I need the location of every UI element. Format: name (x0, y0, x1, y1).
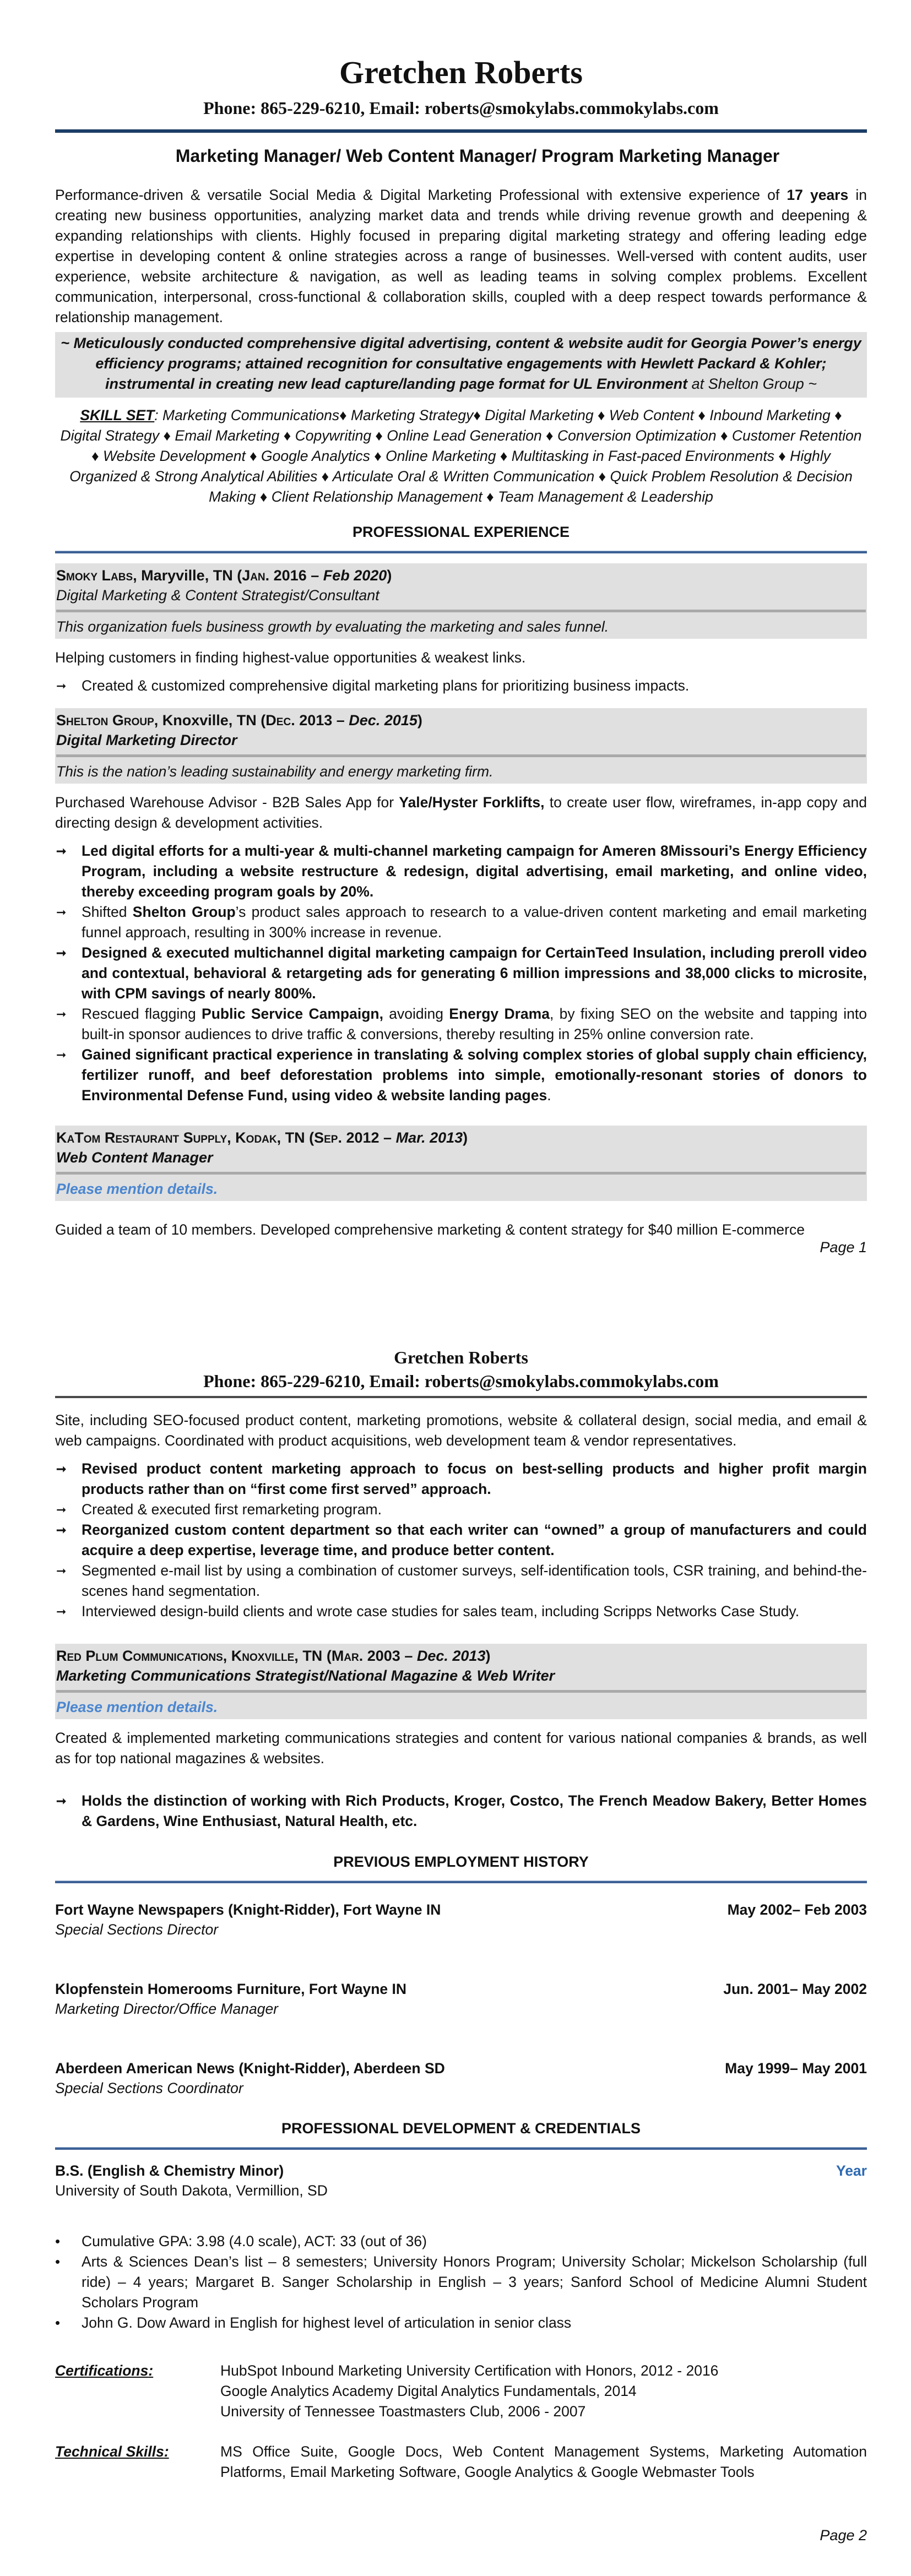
job-divider (56, 754, 866, 757)
job-company: Red Plum Communications, Knoxville, TN (Mar. 2003 – Dec. 2013) (56, 1648, 491, 1664)
certification-item: University of Tennessee Toastmasters Club, 2006 - 2007 (220, 2403, 586, 2420)
previous-job-company: Klopfenstein Homerooms Furniture, Fort Wayne IN (55, 1981, 407, 1997)
job-description-placeholder: Please mention details. (56, 1180, 218, 1197)
previous-job (55, 1900, 867, 1939)
certifications-label: Certifications (55, 2362, 149, 2379)
previous-job-header (55, 2058, 867, 2078)
header-divider (55, 129, 867, 133)
job-header-shelton-group (55, 708, 867, 784)
previous-job-header (55, 1900, 867, 1920)
skill-set-label: SKILL SET (80, 406, 155, 423)
previous-job (55, 1979, 867, 2019)
skill-set (55, 405, 867, 507)
list-item: ➞ Designed & executed multichannel digital marketing campaign for CertainTeed Insulation, including preroll video and contextual, behavioral & retargeting ads for generating 6 million impressions and 38,000 clicks to microsite, with CPM savings of nearly 800%. (55, 943, 867, 1004)
page-number: Page 2 (820, 2527, 867, 2544)
job-company: Shelton Group, Knoxville, TN (Dec. 2013 – Dec. 2015) (56, 711, 422, 729)
arrow-icon: ➞ (56, 1564, 67, 1578)
job-header-katom (55, 1126, 867, 1201)
previous-job-company: Fort Wayne Newspapers (Knight-Ridder), Fort Wayne IN (55, 1901, 441, 1918)
job-description-placeholder: Please mention details. (56, 1699, 218, 1715)
professional-summary: Performance-driven & versatile Social Media & Digital Marketing Professional with extensive experience of 17 years in creating new business opportunities, analyzing market data and trends while driving revenue growth and deepening & expanding relationships with clients. Highly focused in preparing digital marketing strategy and offering leading edge expertise in developing content & online strategies across a range of businesses. Well-versed with content audits, user experience, website architecture & navigation, as well as leading teams in solving complex problems. Excellent communication, interpersonal, cross-functional & collaboration skills, coupled with a deep respect towards performance & relationship management. (55, 186, 867, 325)
previous-job-dates: Jun. 2001– May 2002 (723, 1981, 867, 1997)
job-achievements (55, 841, 867, 1106)
contact-info: Phone: 865-229-6210, Email: roberts@smokylabs.commokylabs.com (203, 97, 719, 118)
technical-skills-label-wrap: Technical Skills: (55, 2443, 169, 2460)
section-divider (55, 1881, 867, 1883)
list-item: ➞ Created & customized comprehensive digital marketing plans for prioritizing business impacts. (55, 676, 867, 696)
candidate-name: Gretchen Roberts (394, 1347, 528, 1367)
bullet-icon: • (55, 2253, 61, 2270)
education-school: University of South Dakota, Vermillion, SD (55, 2182, 328, 2199)
technical-skills (55, 2442, 867, 2482)
arrow-icon: ➞ (56, 1047, 67, 1062)
job-divider (56, 610, 866, 612)
job-company: KaTom Restaurant Supply, Kodak, TN (Sep. 2012 – Mar. 2013) (56, 1129, 468, 1146)
previous-job-header (55, 1979, 867, 1999)
section-divider (55, 551, 867, 553)
list-item: ➞ Holds the distinction of working with Rich Products, Kroger, Costco, The French Meadow Bakery, Better Homes & Gardens, Wine Enthusiast, Natural Health, etc. (55, 1791, 867, 1832)
job-title: Marketing Communications Strategist/National Magazine & Web Writer (56, 1667, 555, 1684)
arrow-icon: ➞ (56, 844, 67, 858)
list-item: • Cumulative GPA: 3.98 (4.0 scale), ACT: 33 (out of 36) (55, 2231, 867, 2252)
previous-job-role: Special Sections Coordinator (55, 2080, 243, 2096)
section-divider (55, 2147, 867, 2150)
job-intro: Helping customers in finding highest-value opportunities & weakest links. (55, 649, 526, 666)
list-item: ➞ Rescued flagging Public Service Campaign, avoiding Energy Drama, by fixing SEO on the website and tapping into built-in sponsor audiences to drive traffic & conversions, thereby resulting in 25% online conversion rate. (55, 1004, 867, 1045)
job-header-smoky-labs (55, 563, 867, 639)
bullet-icon: • (55, 2314, 61, 2331)
job-title: Digital Marketing & Content Strategist/Consultant (56, 586, 379, 604)
education-degree: B.S. (English & Chemistry Minor) (55, 2162, 284, 2179)
education-year: Year (836, 2162, 867, 2179)
section-title-experience: PROFESSIONAL EXPERIENCE (352, 523, 570, 540)
job-title: Web Content Manager (56, 1149, 213, 1166)
bullet-icon: • (55, 2233, 61, 2249)
page-number: Page 1 (820, 1239, 867, 1256)
skill-set-list: : Marketing Communications♦ Marketing Strategy♦ Digital Marketing ♦ Web Content ♦ Inbound Marketing ♦ Digital Strategy ♦ Email Marketing ♦ Copywriting ♦ Online Lead Generation ♦ Conversion Optimization ♦ Customer Retention ♦ Website Development ♦ Google Analytics ♦ Online Marketing ♦ Multitasking in Fast-paced Environments ♦ Highly Organized & Strong Analytical Abilities ♦ Articulate Oral & Written Communication ♦ Quick Problem Resolution & Decision Making ♦ Client Relationship Management ♦ Team Management & Leadership (60, 406, 862, 505)
list-item: • John G. Dow Award in English for highest level of articulation in senior class (55, 2313, 867, 2333)
job-company: Smoky Labs, Maryville, TN (Jan. 2016 – Feb 2020) (56, 567, 392, 584)
arrow-icon: ➞ (56, 1462, 67, 1476)
job-header-red-plum (55, 1644, 867, 1719)
list-item: ➞ Revised product content marketing approach to focus on best-selling products and higher profit margin products rather than on “first come first served” approach. (55, 1459, 867, 1499)
technical-skills-list: MS Office Suite, Google Docs, Web Content Management Systems, Marketing Automation Platforms, Email Marketing Software, Google Analytics & Google Webmaster Tools (220, 2443, 867, 2480)
list-item: ➞ Segmented e-mail list by using a combination of customer surveys, self-identification tools, CSR training, and behind-the-scenes hand segmentation. (55, 1561, 867, 1601)
job-divider (56, 1690, 866, 1693)
certifications-list (220, 2361, 867, 2422)
certification-item: HubSpot Inbound Marketing University Certification with Honors, 2012 - 2016 (220, 2362, 719, 2379)
certification-item: Google Analytics Academy Digital Analytics Fundamentals, 2014 (220, 2383, 637, 2399)
list-item: ➞ Led digital efforts for a multi-year & multi-channel marketing campaign for Ameren 8Missouri’s Energy Efficiency Program, including a website restructure & redesign, digital advertising, email marketing, and online video, thereby exceeding program goals by 20%. (55, 841, 867, 902)
certifications (55, 2361, 867, 2422)
list-item: ➞ Reorganized custom content department so that each writer can “owned” a group of manufacturers and could acquire a deep expertise, leverage time, and produce better content. (55, 1520, 867, 1561)
resume-header (55, 55, 867, 1240)
header-divider (55, 1396, 867, 1398)
list-item: ➞ Created & executed first remarketing program. (55, 1499, 867, 1520)
previous-job-dates: May 2002– Feb 2003 (727, 1901, 867, 1918)
job-achievements (55, 676, 867, 696)
job-divider (56, 1172, 866, 1175)
arrow-icon: ➞ (56, 678, 67, 693)
previous-job-company: Aberdeen American News (Knight-Ridder), Aberdeen SD (55, 2060, 445, 2077)
list-item: • Arts & Sciences Dean’s list – 8 semesters; University Honors Program; University Scholar; Mickelson Scholarship (full ride) – 4 years; Margaret B. Sanger Scholarship in English – 3 years; Sanford School of Medicine Alumni Student Scholars Program (55, 2252, 867, 2313)
arrow-icon: ➞ (56, 945, 67, 960)
arrow-icon: ➞ (56, 1794, 67, 1808)
job-description: This organization fuels business growth by evaluating the marketing and sales funnel. (56, 618, 609, 635)
arrow-icon: ➞ (56, 1503, 67, 1517)
highlight-box: ~ Meticulously conducted comprehensive digital advertising, content & website audit for Georgia Power’s energy efficiency programs; attained recognition for consultative engagements with Hewlett Packard & Kohler; instrumental in creating new lead capture/landing page format for UL Environment at Shelton Group ~ (55, 332, 867, 398)
list-item: ➞ Shifted Shelton Group’s product sales approach to research to a value-driven content marketing and email marketing funnel approach, resulting in 300% increase in revenue. (55, 902, 867, 943)
arrow-icon: ➞ (56, 1007, 67, 1021)
technical-skills-label: Technical Skills (55, 2443, 164, 2460)
previous-job-role: Marketing Director/Office Manager (55, 2001, 279, 2017)
headline: Marketing Manager/ Web Content Manager/ Program Marketing Manager (175, 145, 780, 166)
arrow-icon: ➞ (56, 1605, 67, 1618)
certifications-label-wrap: Certifications: (55, 2362, 154, 2379)
list-item: ➞ Interviewed design-build clients and wrote case studies for sales team, including Scripps Networks Case Study. (55, 1601, 867, 1622)
page-2-content (55, 1347, 867, 2482)
job-achievements (55, 1459, 867, 1622)
previous-job (55, 2058, 867, 2098)
job-achievements (55, 1791, 867, 1832)
job-title: Digital Marketing Director (56, 731, 237, 748)
section-title-development: PROFESSIONAL DEVELOPMENT & CREDENTIALS (281, 2120, 641, 2137)
education-header (55, 2161, 867, 2181)
previous-job-role: Special Sections Director (55, 1921, 219, 1938)
resume-page-2 (0, 1288, 911, 2576)
candidate-name: Gretchen Roberts (339, 55, 583, 90)
education-achievements (55, 2231, 867, 2333)
arrow-icon: ➞ (56, 905, 67, 919)
job-intro-continued: Site, including SEO-focused product content, marketing promotions, website & collateral design, social media, and email & web campaigns. Coordinated with product acquisitions, web development team & vendor representatives. (55, 1412, 867, 1449)
years-experience: 17 years (787, 186, 849, 203)
job-description: This is the nation’s leading sustainability and energy marketing firm. (56, 763, 494, 780)
job-intro: Purchased Warehouse Advisor - B2B Sales App for Yale/Hyster Forklifts, to create user flow, wireframes, in-app copy and directing design & development activities. (55, 794, 867, 831)
section-title-previous-employment: PREVIOUS EMPLOYMENT HISTORY (333, 1854, 589, 1870)
contact-info: Phone: 865-229-6210, Email: roberts@smokylabs.commokylabs.com (203, 1371, 719, 1391)
list-item: ➞ Gained significant practical experience in translating & solving complex stories of global supply chain efficiency, fertilizer runoff, and beef deforestation problems into simple, emotionally-resonant stories of donors to Environmental Defense Fund, using video & website landing pages. (55, 1045, 867, 1106)
job-intro: Created & implemented marketing communications strategies and content for various national companies & brands, as well as for top national magazines & websites. (55, 1730, 867, 1767)
job-intro: Guided a team of 10 members. Developed comprehensive marketing & content strategy for $40 million E-commerce (55, 1221, 805, 1238)
previous-job-dates: May 1999– May 2001 (725, 2060, 867, 2077)
arrow-icon: ➞ (56, 1523, 67, 1537)
